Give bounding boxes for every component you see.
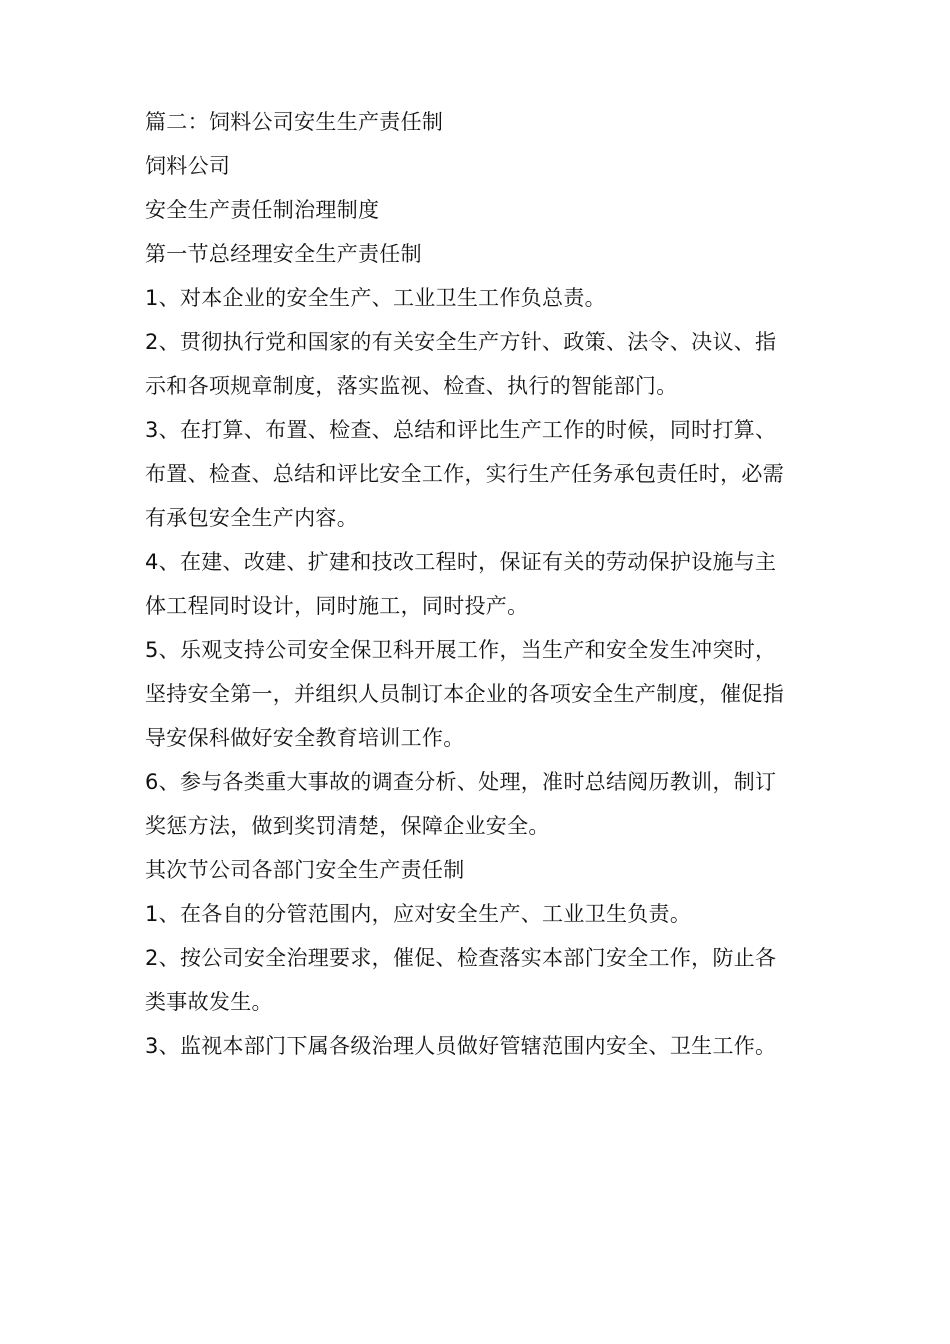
paragraph-line: 1、在各自的分管范围内，应对安全生产、工业卫生负责。 <box>145 902 692 926</box>
paragraph-line: 3、在打算、布置、检查、总结和评比生产工作的时候，同时打算、 <box>145 418 777 442</box>
section2-item-3 <box>145 1024 820 1068</box>
paragraph-line: 坚持安全第一，并组织人员制订本企业的各项安全生产制度，催促指 <box>145 682 784 706</box>
paragraph-line: 4、在建、改建、扩建和技改工程时，保证有关的劳动保护设施与主 <box>145 550 777 574</box>
section1-item-6 <box>145 760 820 848</box>
system-title: 安全生产责任制治理制度 <box>145 198 380 222</box>
section1-item-2 <box>145 320 820 408</box>
paragraph-line: 体工程同时设计，同时施工，同时投产。 <box>145 594 529 618</box>
company-name: 饲料公司 <box>145 154 231 178</box>
paragraph-line: 奖惩方法，做到奖罚清楚，保障企业安全。 <box>145 814 550 838</box>
section2-heading: 其次节公司各部门安全生产责任制 <box>145 858 465 882</box>
section1-item-1 <box>145 276 820 320</box>
paragraph-line: 5、乐观支持公司安全保卫科开展工作，当生产和安全发生冲突时， <box>145 638 777 662</box>
section2-item-1 <box>145 892 820 936</box>
section2-item-2 <box>145 936 820 1024</box>
section1-item-5 <box>145 628 820 760</box>
paragraph-line: 示和各项规章制度，落实监视、检查、执行的智能部门。 <box>145 374 678 398</box>
paragraph-line: 布置、检查、总结和评比安全工作，实行生产任务承包责任时，必需 <box>145 462 784 486</box>
paragraph-line: 2、贯彻执行党和国家的有关安全生产方针、政策、法令、决议、指 <box>145 330 777 354</box>
document-title: 篇二：饲料公司安生生产责任制 <box>145 110 444 134</box>
paragraph-line: 3、监视本部门下属各级治理人员做好管辖范围内安全、卫生工作。 <box>145 1034 777 1058</box>
document-page <box>145 100 820 1068</box>
section1-item-4 <box>145 540 820 628</box>
paragraph-line: 类事故发生。 <box>145 990 273 1014</box>
paragraph-line: 2、按公司安全治理要求，催促、检查落实本部门安全工作，防止各 <box>145 946 777 970</box>
paragraph-line: 6、参与各类重大事故的调查分析、处理，准时总结阅历教训，制订 <box>145 770 777 794</box>
paragraph-line: 导安保科做好安全教育培训工作。 <box>145 726 465 750</box>
paragraph-line: 1、对本企业的安全生产、工业卫生工作负总责。 <box>145 286 606 310</box>
section1-heading: 第一节总经理安全生产责任制 <box>145 242 422 266</box>
paragraph-line: 有承包安全生产内容。 <box>145 506 358 530</box>
section1-item-3 <box>145 408 820 540</box>
